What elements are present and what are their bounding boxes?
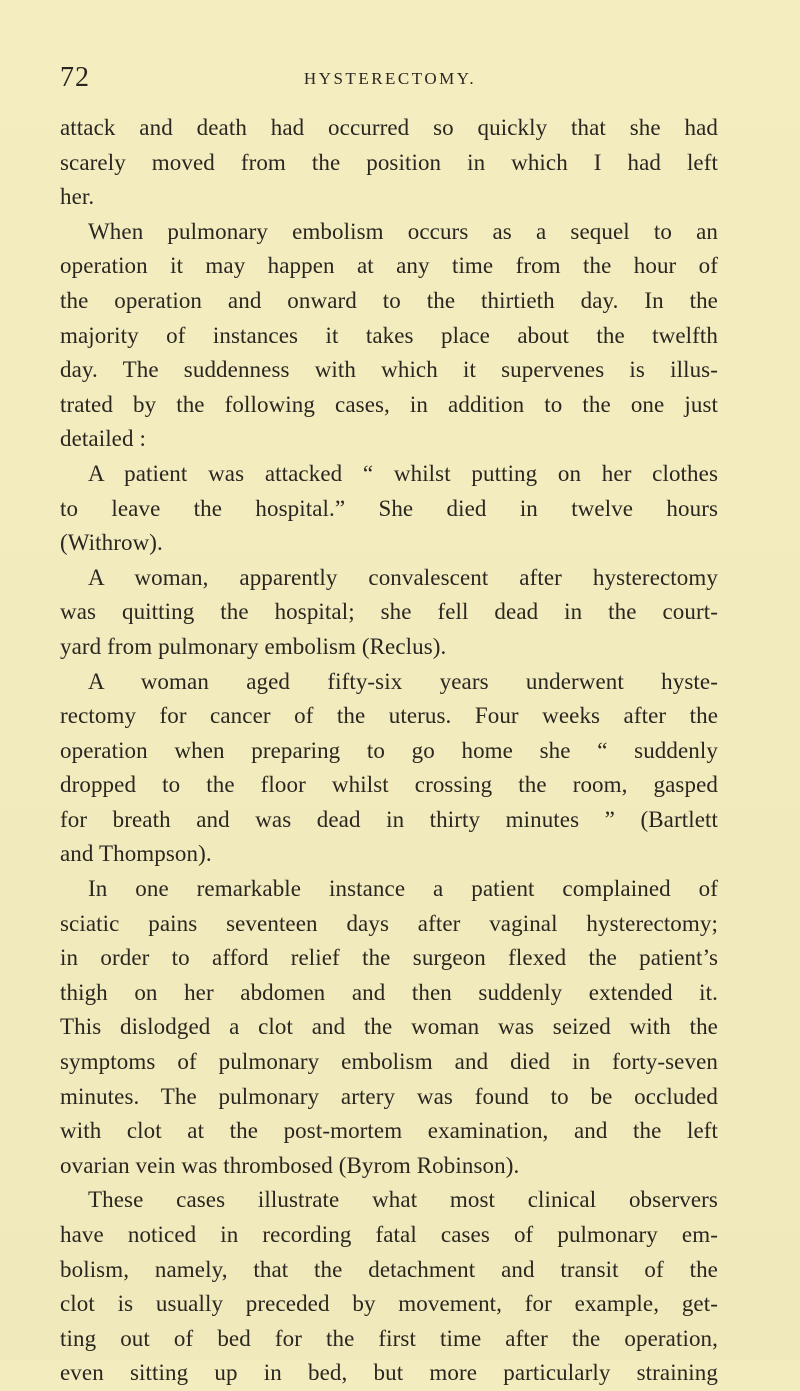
text-line: even sitting up in bed, but more particularly straining: [60, 1360, 718, 1386]
text-line: rectomy for cancer of the uterus. Four weeks after the: [60, 703, 718, 729]
text-line: ting out of bed for the first time after the operation,: [60, 1325, 718, 1351]
text-line: to leave the hospital.” She died in twelve hours: [60, 495, 718, 521]
paragraph: [60, 215, 718, 457]
paragraph: [60, 561, 718, 665]
text-line: minutes. The pulmonary artery was found to be occluded: [60, 1083, 718, 1109]
text-line: operation it may happen at any time from the hour of: [60, 253, 718, 279]
paragraph: [60, 665, 718, 873]
text-line: have noticed in recording fatal cases of pulmonary em-: [60, 1222, 718, 1247]
paragraph: [60, 111, 718, 215]
text-line: the operation and onward to the thirtieth day. In the: [60, 287, 718, 313]
text-line: yard from pulmonary embolism (Reclus).: [60, 633, 447, 659]
text-line: (Withrow).: [60, 530, 163, 556]
text-line: ovarian vein was thrombosed (Byrom Robinson).: [60, 1152, 520, 1178]
text-line: was quitting the hospital; she fell dead in the court-: [60, 599, 718, 625]
paragraph: [60, 457, 718, 561]
running-title: HYSTERECTOMY.: [303, 69, 477, 88]
text-line: These cases illustrate what most clinical observers: [88, 1187, 718, 1213]
text-line: with clot at the post-mortem examination, and the left: [60, 1118, 718, 1144]
text-line: attack and death had occurred so quickly that she had: [60, 115, 718, 140]
text-line: clot is usually preceded by movement, for example, get-: [60, 1291, 718, 1317]
text-line: thigh on her abdomen and then suddenly extended it.: [60, 979, 718, 1005]
text-line: When pulmonary embolism occurs as a sequel to an: [88, 218, 718, 244]
text-line: scarely moved from the position in which I had left: [60, 149, 718, 175]
text-line: majority of instances it takes place about the twelfth: [60, 322, 718, 348]
text-line: sciatic pains seventeen days after vaginal hysterectomy;: [60, 910, 718, 936]
text-line: A patient was attacked “ whilst putting on her clothes: [88, 460, 718, 486]
text-line: bolism, namely, that the detachment and transit of the: [60, 1256, 718, 1282]
text-line: A woman, apparently convalescent after hysterectomy: [88, 564, 718, 590]
text-line: This dislodged a clot and the woman was seized with the: [60, 1014, 718, 1040]
page-number: 72: [60, 62, 90, 93]
text-line: trated by the following cases, in addition to the one just: [60, 391, 718, 417]
text-line: In one remarkable instance a patient complained of: [88, 876, 718, 902]
body-text: [60, 111, 718, 1391]
text-line: for breath and was dead in thirty minutes ” (Bartlett: [60, 806, 718, 832]
running-head: [60, 60, 720, 96]
text-line: A woman aged fifty-six years underwent hyste-: [88, 668, 718, 694]
text-line: in order to afford relief the surgeon flexed the patient’s: [60, 945, 718, 971]
text-line: dropped to the floor whilst crossing the room, gasped: [60, 772, 718, 798]
paragraph: [60, 872, 718, 1183]
text-line: detailed :: [60, 426, 146, 452]
text-line: day. The suddenness with which it supervenes is illus-: [60, 357, 718, 383]
text-line: her.: [60, 184, 95, 210]
text-line: symptoms of pulmonary embolism and died in forty-seven: [60, 1049, 718, 1075]
text-line: operation when preparing to go home she “ suddenly: [60, 737, 718, 763]
text-line: and Thompson).: [60, 841, 212, 867]
